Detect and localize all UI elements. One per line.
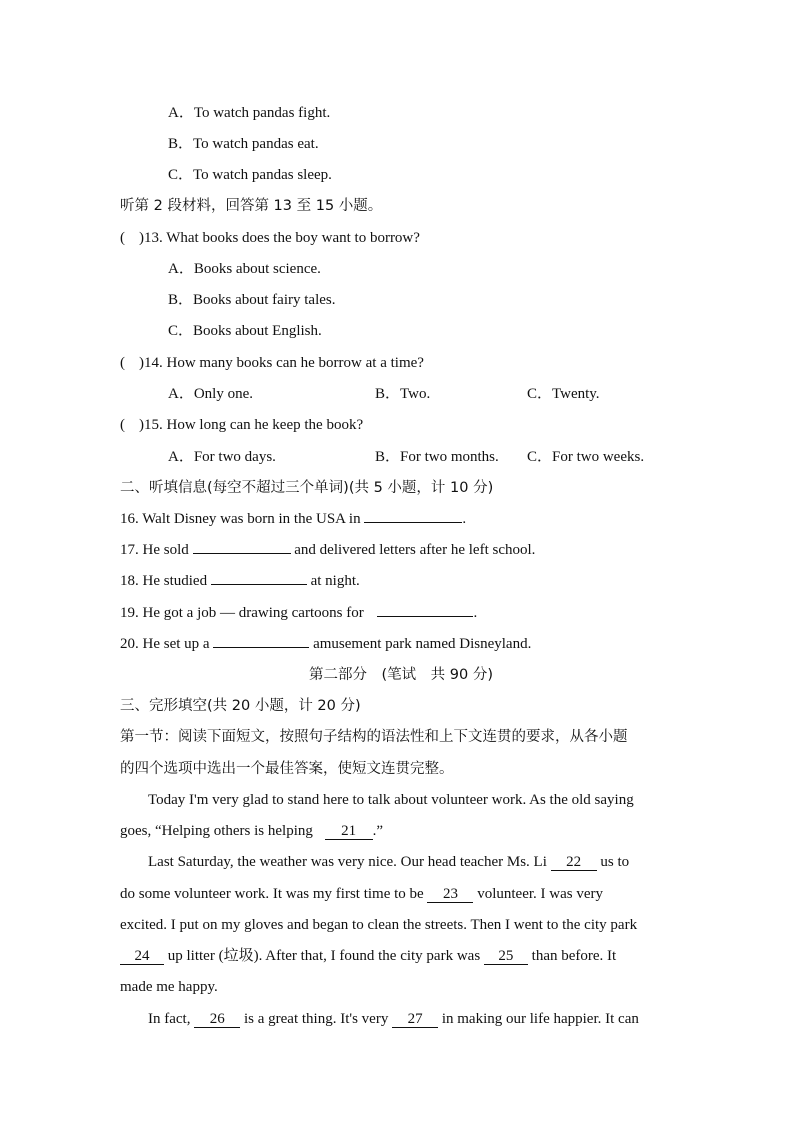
q14-paren-open: ( xyxy=(120,355,125,371)
passage-line-1: Today I'm very glad to stand here to talk about volunteer work. As the old saying xyxy=(148,792,634,808)
q15-question: 15. How long can he keep the book? xyxy=(144,417,364,433)
passage-line-2 xyxy=(120,821,383,841)
q13-paren-close: ) xyxy=(139,230,144,246)
fill-item-20-end: amusement park named Disneyland. xyxy=(313,636,532,652)
cloze-blank-22[interactable]: 22 xyxy=(551,854,597,871)
passage-line-6-text: up litter (垃圾). After that, I found the city park was xyxy=(167,948,481,964)
passage-line-8-text: In fact, xyxy=(148,1011,191,1027)
q13-paren-open: ( xyxy=(120,230,125,246)
q12-option-c: C．To watch pandas sleep. xyxy=(168,167,332,183)
fill-item-18 xyxy=(120,571,360,591)
cloze-blank-21[interactable]: 21 xyxy=(325,823,373,840)
q14-stem xyxy=(120,353,424,373)
passage-line-4-text: do some volunteer work. It was my first time to be xyxy=(120,886,424,902)
passage-line-3-end: us to xyxy=(600,854,630,870)
fill-item-16 xyxy=(120,509,466,529)
q13-option-b: B．Books about fairy tales. xyxy=(168,292,336,308)
passage-line-8-mid: is a great thing. It's very xyxy=(243,1011,389,1027)
q15-stem xyxy=(120,415,363,435)
fill-item-19 xyxy=(120,603,477,623)
fill-item-20-text: 20. He set up a xyxy=(120,636,210,652)
passage-line-7: made me happy. xyxy=(120,979,218,995)
q14-paren-close: ) xyxy=(139,355,144,371)
passage-line-8 xyxy=(148,1009,639,1029)
answer-blank-16[interactable] xyxy=(364,522,462,523)
q14-option-c: C．Twenty. xyxy=(527,386,600,402)
answer-blank-18[interactable] xyxy=(211,584,307,585)
q13-option-a: A．Books about science. xyxy=(168,261,321,277)
q15-paren-close: ) xyxy=(139,417,144,433)
fill-item-17-end: and delivered letters after he left school. xyxy=(294,542,536,558)
q12-option-a: A．To watch pandas fight. xyxy=(168,105,331,121)
answer-blank-20[interactable] xyxy=(213,647,309,648)
q13-stem xyxy=(120,228,420,248)
answer-blank-19[interactable] xyxy=(377,616,473,617)
fill-item-19-text: 19. He got a job — drawing cartoons for xyxy=(120,605,364,621)
fill-item-18-text: 18. He studied xyxy=(120,573,208,589)
fill-item-18-end: at night. xyxy=(310,573,360,589)
q15-option-c: C．For two weeks. xyxy=(527,449,645,465)
fill-item-19-end: . xyxy=(473,605,478,621)
fill-item-16-end: . xyxy=(462,511,467,527)
passage-line-5: excited. I put on my gloves and began to clean the streets. Then I went to the city park xyxy=(120,917,638,933)
fill-item-16-text: 16. Walt Disney was born in the USA in xyxy=(120,511,361,527)
passage-line-6-end: than before. It xyxy=(531,948,617,964)
cloze-blank-23[interactable]: 23 xyxy=(427,886,473,903)
answer-blank-17[interactable] xyxy=(193,553,291,554)
section2-heading: 二、听填信息(每空不超过三个单词)(共 5 小题，计 10 分) xyxy=(120,480,494,496)
passage-line-3 xyxy=(148,852,629,872)
part2-heading: 第二部分 (笔试 共 90 分) xyxy=(309,667,493,683)
passage-line-2-end: .” xyxy=(372,823,384,839)
fill-item-17-text: 17. He sold xyxy=(120,542,189,558)
cloze-blank-24[interactable]: 24 xyxy=(120,948,164,965)
q15-option-a: A．For two days. xyxy=(168,449,276,465)
section3-instruction-line2: 的四个选项中选出一个最佳答案，使短文连贯完整。 xyxy=(120,761,454,777)
q15-option-b: B．For two months. xyxy=(375,449,499,465)
section3-instruction-line1: 第一节：阅读下面短文，按照句子结构的语法性和上下文连贯的要求，从各小题 xyxy=(120,729,628,745)
passage-line-3-text: Last Saturday, the weather was very nice. Our head teacher Ms. Li xyxy=(148,854,547,870)
passage-line-8-end: in making our life happier. It can xyxy=(441,1011,639,1027)
section3-heading: 三、完形填空(共 20 小题，计 20 分) xyxy=(120,698,361,714)
passage-line-4-end: volunteer. I was very xyxy=(477,886,603,902)
q13-question: 13. What books does the boy want to borrow? xyxy=(144,230,420,246)
q15-paren-open: ( xyxy=(120,417,125,433)
fill-item-17 xyxy=(120,540,535,560)
q13-option-c: C．Books about English. xyxy=(168,323,322,339)
q12-option-b: B．To watch pandas eat. xyxy=(168,136,319,152)
q14-option-b: B．Two. xyxy=(375,386,431,402)
passage2-instruction: 听第 2 段材料，回答第 13 至 15 小题。 xyxy=(120,198,383,214)
q14-option-a: A．Only one. xyxy=(168,386,253,402)
fill-item-20 xyxy=(120,634,531,654)
passage-line-4 xyxy=(120,884,603,904)
cloze-blank-26[interactable]: 26 xyxy=(194,1011,240,1028)
q14-question: 14. How many books can he borrow at a time? xyxy=(144,355,424,371)
passage-line-2-text: goes, “Helping others is helping xyxy=(120,823,313,839)
passage-line-6 xyxy=(120,946,616,966)
cloze-blank-25[interactable]: 25 xyxy=(484,948,528,965)
cloze-blank-27[interactable]: 27 xyxy=(392,1011,438,1028)
